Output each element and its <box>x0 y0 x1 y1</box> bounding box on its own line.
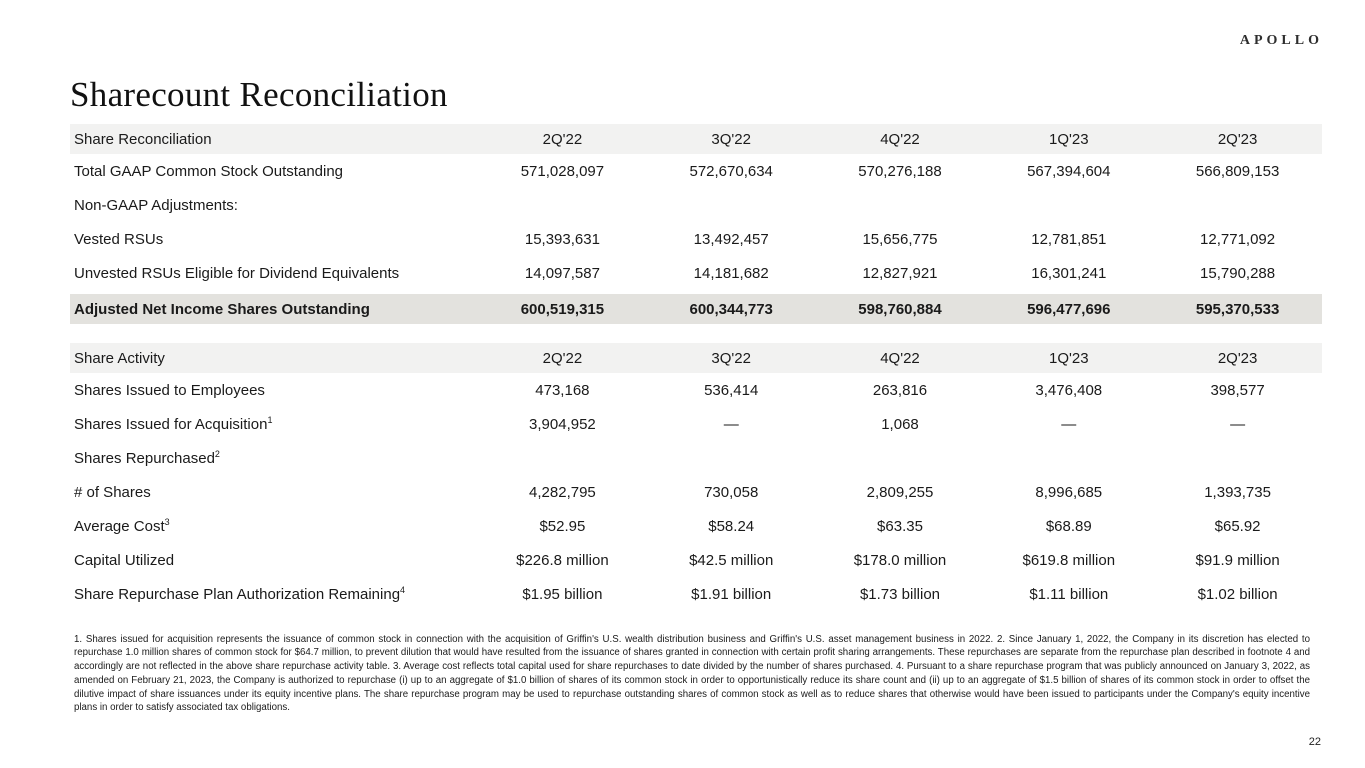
row-value: 571,028,097 <box>520 162 605 180</box>
row-value: 596,477,696 <box>1027 300 1111 318</box>
row-value: 2,809,255 <box>866 483 934 501</box>
row-value: 3,476,408 <box>1035 381 1103 399</box>
row-value: 398,577 <box>1210 381 1265 399</box>
row-value: 14,097,587 <box>524 264 600 282</box>
row-value: 570,276,188 <box>858 162 942 180</box>
page-number: 22 <box>1308 736 1321 748</box>
row-value: $42.5 million <box>689 551 774 569</box>
row-value: $1.02 billion <box>1197 585 1278 603</box>
row-value: $68.89 <box>1045 517 1092 535</box>
footnotes: 1. Shares issued for acquisition represents the issuance of common stock in connection with the acquisition of Griffin's U.S. wealth distribution business and Griffin's U.S. asset management business in 2022. 2. Since January 1, 2022, the Company in its discretion has elected to repurchase 1.0 million shares of common stock for $64.7 million, to prevent dilution that would have resulted from the issuance of shares granted in connection with certain profit sharing arrangements. These repurchases are separate from the repurchase plan described in footnote 4 and accordingly are not reflected in the above share repurchase activity table. 3. Average cost reflects total capital used for share repurchases to date divided by the number of shares purchased. 4. Pursuant to a share repurchase program that was publicly announced on January 3, 2022, as amended on February 21, 2023, the Company is authorized to repurchase (i) up to an aggregate of $1.0 billion of shares of its common stock in order to opportunistically reduce its share count and (ii) up to an aggregate of $1.5 billion of shares of its common stock in order to offset the dilutive impact of share issuances under its equity incentive plans. The share repurchase program may be used to repurchase outstanding shares of common stock as well as to reduce shares that otherwise would have been issued to participants under the Company's equity incentive plans in order to satisfy associated tax obligations. <box>74 633 1310 714</box>
row-label: Shares Repurchased$^2$ <box>74 448 220 467</box>
row-value: $1.95 billion <box>522 585 603 603</box>
row-value: $52.95 <box>539 517 586 535</box>
row-value: 600,519,315 <box>520 300 605 318</box>
row-value: 600,344,773 <box>689 300 773 318</box>
row-value: 8,996,685 <box>1035 483 1103 501</box>
row-label: Shares Issued to Employees <box>74 381 265 399</box>
row-value: 12,771,092 <box>1200 230 1276 248</box>
table-gap <box>70 324 1322 343</box>
row-label: Adjusted Net Income Shares Outstanding <box>74 300 370 318</box>
row-value: 1,393,735 <box>1204 483 1271 501</box>
footnote-marker: 2 <box>214 448 220 459</box>
row-value: 730,058 <box>704 483 759 501</box>
table-row <box>70 294 1322 324</box>
column-header: 4Q'22 <box>880 349 920 367</box>
row-value: 15,393,631 <box>524 230 600 248</box>
table-header-row <box>70 124 1322 154</box>
tables-container <box>70 124 1322 611</box>
column-header: 1Q'23 <box>1049 349 1089 367</box>
row-label: Average Cost$^3$ <box>74 516 170 535</box>
row-value: $226.8 million <box>516 551 609 569</box>
table-row <box>70 256 1322 290</box>
footnote-marker: 1 <box>267 414 273 425</box>
row-value: $58.24 <box>708 517 755 535</box>
row-value: — <box>1230 415 1246 433</box>
column-header: 3Q'22 <box>711 130 751 148</box>
row-value: 3,904,952 <box>529 415 596 433</box>
table-header-row <box>70 343 1322 373</box>
row-value: 15,656,775 <box>862 230 938 248</box>
row-value: 473,168 <box>535 381 590 399</box>
column-header: 1Q'23 <box>1049 130 1089 148</box>
row-value: 16,301,241 <box>1031 264 1107 282</box>
table-row <box>70 222 1322 256</box>
row-value: $65.92 <box>1214 517 1261 535</box>
row-label: Shares Issued for Acquisition$^1$ <box>74 414 273 433</box>
table-title: Share Reconciliation <box>74 130 212 148</box>
row-label: Non-GAAP Adjustments: <box>74 196 238 214</box>
row-value: $1.11 billion <box>1029 585 1109 603</box>
table-row <box>70 373 1322 407</box>
share-activity-table <box>70 343 1322 611</box>
table-row <box>70 475 1322 509</box>
row-value: 1,068 <box>881 415 919 433</box>
page-title: Sharecount Reconciliation <box>70 75 448 115</box>
row-value: 12,781,851 <box>1031 230 1107 248</box>
row-value: 263,816 <box>872 381 928 399</box>
share-reconciliation-table <box>70 124 1322 324</box>
row-value: $91.9 million <box>1195 551 1280 569</box>
column-header: 2Q'22 <box>542 130 583 148</box>
column-header: 4Q'22 <box>880 130 920 148</box>
table-row <box>70 509 1322 543</box>
row-value: 566,809,153 <box>1195 162 1280 180</box>
row-value: 4,282,795 <box>529 483 596 501</box>
row-value: $1.91 billion <box>691 585 772 603</box>
row-label: # of Shares <box>74 483 151 501</box>
table-row <box>70 154 1322 188</box>
row-value: — <box>723 415 739 433</box>
column-header: 2Q'23 <box>1217 349 1258 367</box>
row-value: — <box>1061 415 1077 433</box>
row-label: Capital Utilized <box>74 551 175 569</box>
row-label: Vested RSUs <box>74 230 164 248</box>
row-value: 595,370,533 <box>1195 300 1280 318</box>
table-row <box>70 543 1322 577</box>
row-value: 536,414 <box>704 381 759 399</box>
column-header: 2Q'23 <box>1217 130 1258 148</box>
column-header: 2Q'22 <box>542 349 583 367</box>
row-label: Share Repurchase Plan Authorization Remaining$^4$ <box>74 584 406 603</box>
footnote-marker: 3 <box>164 516 170 527</box>
table-row <box>70 407 1322 441</box>
footnote-marker: 4 <box>400 584 406 595</box>
row-value: $619.8 million <box>1022 551 1116 569</box>
row-value: 12,827,921 <box>862 264 938 282</box>
row-label: Unvested RSUs Eligible for Dividend Equivalents <box>74 264 400 282</box>
row-label: Total GAAP Common Stock Outstanding <box>74 162 344 180</box>
table-row <box>70 577 1322 611</box>
apollo-logo: APOLLO <box>1239 33 1323 48</box>
row-value: 13,492,457 <box>693 230 769 248</box>
table-title: Share Activity <box>74 349 165 367</box>
row-value: $178.0 million <box>853 551 947 569</box>
table-row <box>70 188 1322 222</box>
table-row <box>70 441 1322 475</box>
row-value: $1.73 billion <box>859 585 941 603</box>
row-value: 572,670,634 <box>689 162 773 180</box>
row-value: 598,760,884 <box>858 300 942 318</box>
row-value: 15,790,288 <box>1200 264 1276 282</box>
row-value: 14,181,682 <box>693 264 769 282</box>
column-header: 3Q'22 <box>711 349 751 367</box>
row-value: 567,394,604 <box>1027 162 1111 180</box>
row-value: $63.35 <box>877 517 923 535</box>
